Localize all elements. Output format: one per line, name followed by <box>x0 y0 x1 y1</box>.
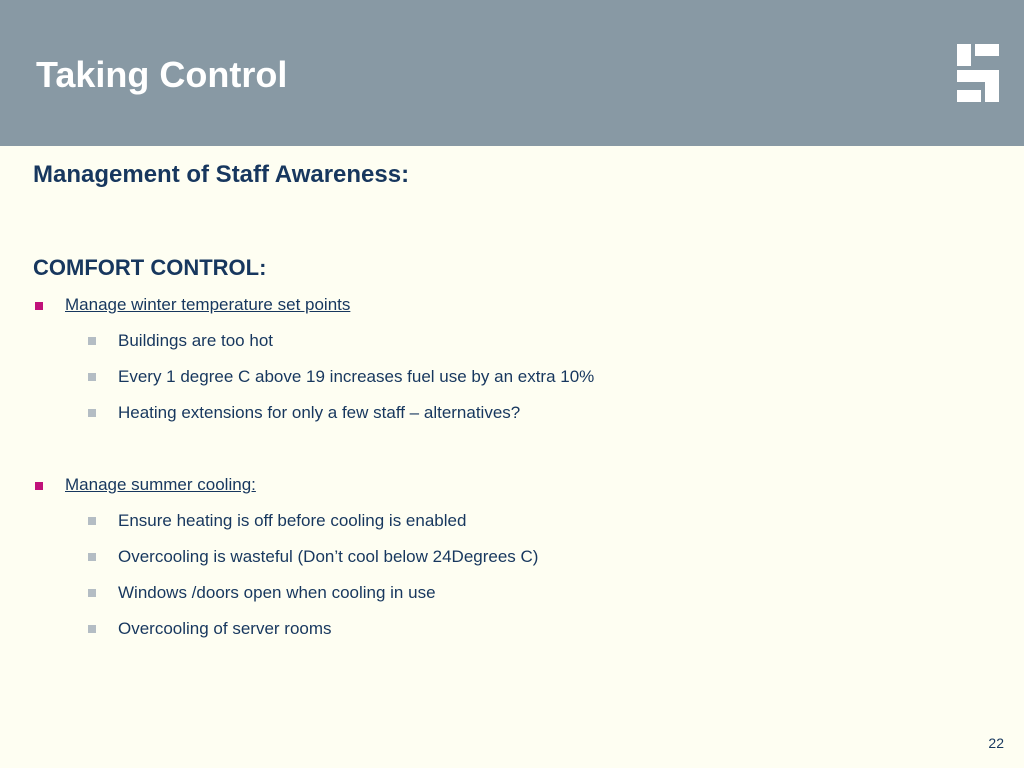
sub-bullet-text: Buildings are too hot <box>118 331 273 350</box>
company-logo-icon <box>957 44 999 102</box>
square-bullet-icon <box>35 482 43 490</box>
sub-bullet-text: Overcooling of server rooms <box>118 619 332 638</box>
square-bullet-icon <box>88 337 96 345</box>
slide-body <box>0 146 1024 768</box>
square-bullet-icon <box>88 517 96 525</box>
bullet-label: Manage winter temperature set points <box>65 295 351 314</box>
slide-header <box>0 0 1024 146</box>
sub-bullet-text: Every 1 degree C above 19 increases fuel use by an extra 10% <box>118 367 595 386</box>
section-heading: COMFORT CONTROL: <box>33 255 267 280</box>
slide-title: Taking Control <box>36 54 288 95</box>
square-bullet-icon <box>88 625 96 633</box>
square-bullet-icon <box>88 409 96 417</box>
square-bullet-icon <box>35 302 43 310</box>
bullet-label: Manage summer cooling: <box>65 475 256 494</box>
sub-bullet-text: Ensure heating is off before cooling is enabled <box>118 511 467 530</box>
sub-bullet-text: Heating extensions for only a few staff – alternatives? <box>118 403 521 422</box>
square-bullet-icon <box>88 553 96 561</box>
slide-subtitle: Management of Staff Awareness: <box>33 161 410 188</box>
page-number: 22 <box>988 735 1004 751</box>
square-bullet-icon <box>88 589 96 597</box>
square-bullet-icon <box>88 373 96 381</box>
sub-bullet-text: Windows /doors open when cooling in use <box>118 583 436 602</box>
sub-bullet-text: Overcooling is wasteful (Don’t cool below 24Degrees C) <box>118 547 539 566</box>
